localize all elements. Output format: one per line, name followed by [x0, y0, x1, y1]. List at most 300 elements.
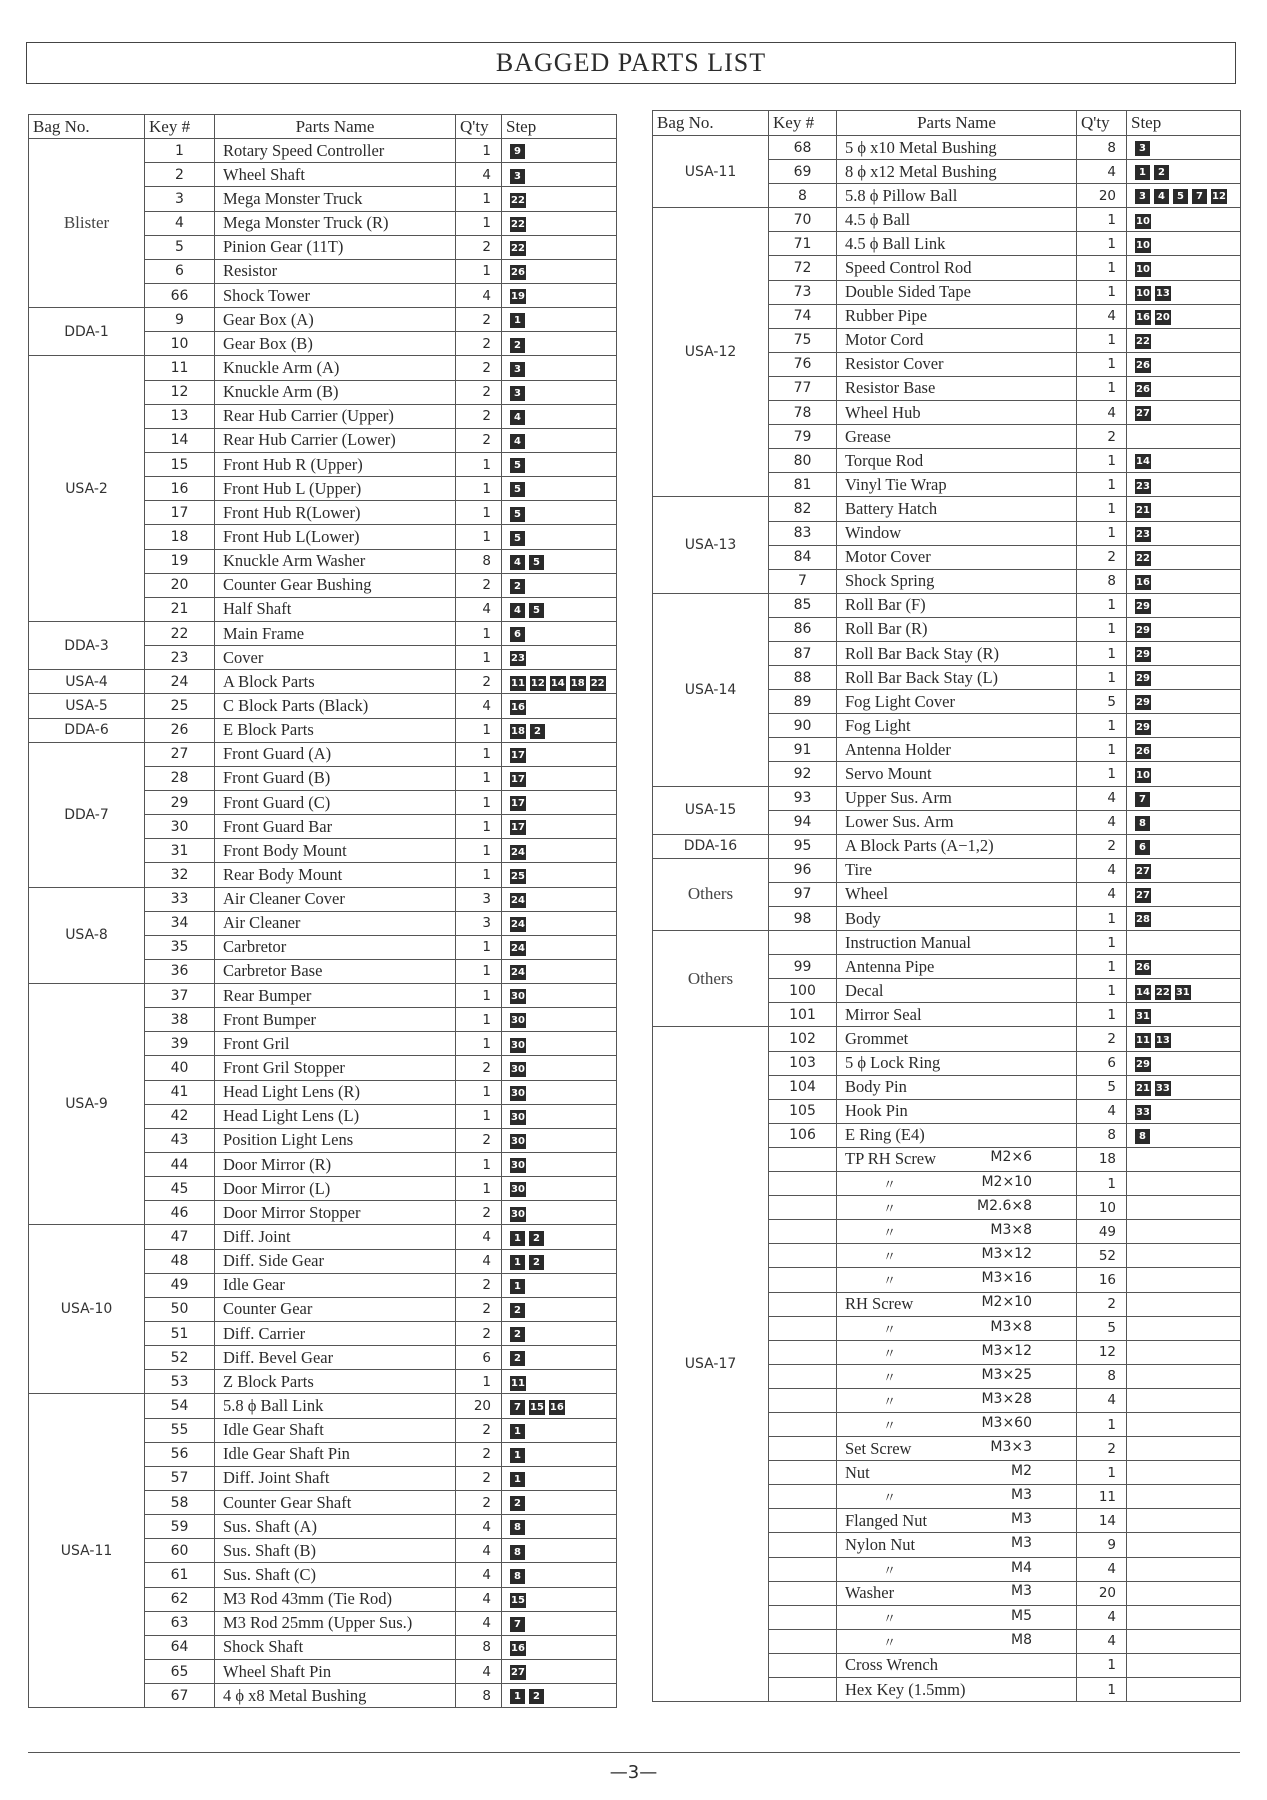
key-number: 91: [769, 738, 837, 762]
step-badge: 3: [510, 169, 525, 184]
part-name: M3 Rod 43mm (Tie Rod): [215, 1587, 456, 1611]
part-name: Rear Bumper: [215, 984, 456, 1008]
step-cell: [502, 139, 617, 163]
quantity: 11: [1077, 1485, 1127, 1509]
step-badge: 29: [1136, 697, 1150, 709]
part-name: [837, 762, 1077, 786]
key-number: 101: [769, 1003, 837, 1027]
key-number: [769, 1581, 837, 1605]
part-name: 4 ϕ x8 Metal Bushing: [215, 1684, 456, 1708]
part-name: [837, 1051, 1077, 1075]
part-size: M2: [1011, 1462, 1032, 1479]
part-name-wrap: [845, 1222, 1072, 1241]
key-number: 85: [769, 593, 837, 617]
part-name-text: Flanged Nut: [845, 1510, 928, 1530]
step-cell: [1127, 1099, 1241, 1123]
part-name-text: TP RH Screw: [845, 1149, 937, 1169]
table-row: [29, 308, 617, 332]
part-name-wrap: [845, 788, 1072, 808]
table-row: [29, 621, 617, 645]
step-badge: 4: [510, 434, 525, 449]
step-badge: 21: [1136, 1082, 1150, 1094]
step-badge: 10: [1136, 769, 1150, 781]
step-badge: 20: [1155, 311, 1170, 323]
step-cell: [502, 718, 617, 742]
step-badge: 5: [510, 482, 525, 497]
step-cell: [502, 694, 617, 718]
part-name-wrap: [845, 1680, 1072, 1700]
step-cell: [1127, 810, 1241, 834]
key-number: 1: [145, 139, 215, 163]
part-name: [837, 1581, 1077, 1605]
step-cell: [1127, 1340, 1241, 1364]
step-badge: 5: [510, 458, 525, 473]
step-badge: 30: [511, 1112, 525, 1124]
part-name-wrap: [845, 1053, 1072, 1073]
quantity: 4: [456, 1563, 502, 1587]
part-name-wrap: [845, 1511, 1072, 1531]
step-badge: 2: [510, 1351, 525, 1366]
step-badge: 23: [511, 653, 525, 665]
quantity: 4: [456, 1587, 502, 1611]
part-name-wrap: [845, 619, 1072, 639]
part-name: [837, 545, 1077, 569]
part-name-wrap: [845, 403, 1072, 423]
header-name: Parts Name: [215, 115, 456, 139]
part-name: Sus. Shaft (B): [215, 1539, 456, 1563]
quantity: 4: [1077, 401, 1127, 425]
part-name: Front Hub L(Lower): [215, 525, 456, 549]
header-qty: Q'ty: [1077, 111, 1127, 136]
step-cell: [502, 1346, 617, 1370]
part-name: [837, 136, 1077, 160]
step-cell: [502, 332, 617, 356]
header-step: Step: [1127, 111, 1241, 136]
step-cell: [1127, 208, 1241, 232]
step-badge: 5: [510, 507, 525, 522]
key-number: [769, 1678, 837, 1702]
step-cell: [502, 259, 617, 283]
part-name: Knuckle Arm (A): [215, 356, 456, 380]
step-badge: 3: [510, 386, 525, 401]
step-cell: [1127, 1485, 1241, 1509]
part-name-text: Set Screw: [845, 1438, 912, 1458]
step-cell: [502, 646, 617, 670]
key-number: 16: [145, 477, 215, 501]
key-number: 19: [145, 549, 215, 573]
parts-table-left: [28, 114, 617, 1708]
step-badge: 1: [510, 1424, 525, 1439]
step-badge: 26: [511, 267, 525, 279]
quantity: 2: [1077, 545, 1127, 569]
step-badge: 28: [1136, 914, 1150, 926]
part-name-text: Roll Bar (F): [845, 595, 926, 615]
bag-number: USA-4: [29, 670, 145, 694]
key-number: 80: [769, 449, 837, 473]
quantity: 1: [456, 501, 502, 525]
step-badge: 31: [1175, 986, 1190, 998]
key-number: 79: [769, 425, 837, 449]
part-name-wrap: [845, 981, 1072, 1001]
key-number: 45: [145, 1177, 215, 1201]
step-cell: [502, 887, 617, 911]
part-name: Diff. Bevel Gear: [215, 1346, 456, 1370]
step-badge: 23: [1136, 528, 1150, 540]
step-badge: 33: [1155, 1082, 1170, 1094]
step-cell: [502, 283, 617, 307]
part-name: Front Body Mount: [215, 839, 456, 863]
step-badge: 22: [1155, 986, 1170, 998]
key-number: 92: [769, 762, 837, 786]
step-cell: [502, 670, 617, 694]
header-qty: Q'ty: [456, 115, 502, 139]
step-cell: [502, 235, 617, 259]
part-name: [837, 882, 1077, 906]
step-cell: [502, 1684, 617, 1708]
part-size: M5: [1011, 1607, 1032, 1624]
quantity: 1: [456, 259, 502, 283]
key-number: 28: [145, 766, 215, 790]
key-number: 78: [769, 401, 837, 425]
bag-number: DDA-3: [29, 621, 145, 669]
part-name-text: Body Pin: [845, 1077, 907, 1097]
part-name: Carbretor Base: [215, 959, 456, 983]
step-cell: [502, 1297, 617, 1321]
step-badge: 18: [570, 677, 585, 689]
key-number: 74: [769, 304, 837, 328]
part-name: Carbretor: [215, 935, 456, 959]
part-name-text: A Block Parts (A−1,2): [845, 836, 994, 856]
part-name-text: Antenna Holder: [845, 739, 951, 759]
table-row: [29, 1394, 617, 1418]
step-badge: 5: [529, 603, 544, 618]
part-name-text: Mirror Seal: [845, 1004, 922, 1024]
part-name-wrap: [845, 812, 1072, 832]
part-name-text: 〃: [883, 1418, 897, 1434]
part-name-text: Fog Light: [845, 715, 911, 735]
part-name: [837, 160, 1077, 184]
step-cell: [502, 1563, 617, 1587]
part-name-wrap: [845, 740, 1072, 760]
part-name: [837, 834, 1077, 858]
step-cell: [502, 742, 617, 766]
step-cell: [502, 163, 617, 187]
quantity: 2: [456, 1201, 502, 1225]
key-number: 105: [769, 1099, 837, 1123]
quantity: 2: [456, 308, 502, 332]
quantity: 4: [456, 1515, 502, 1539]
key-number: [769, 931, 837, 955]
bag-number: USA-14: [653, 593, 769, 786]
key-number: 43: [145, 1128, 215, 1152]
step-cell: [502, 1273, 617, 1297]
key-number: 103: [769, 1051, 837, 1075]
step-badge: 22: [511, 218, 525, 230]
part-name: Air Cleaner: [215, 911, 456, 935]
part-size: M3×8: [990, 1222, 1032, 1239]
part-name-text: 8 ϕ x12 Metal Bushing: [845, 161, 997, 181]
key-number: 62: [145, 1587, 215, 1611]
step-badge: 21: [1136, 504, 1150, 516]
step-cell: [1127, 1605, 1241, 1629]
part-name-wrap: [845, 1343, 1072, 1362]
step-cell: [1127, 256, 1241, 280]
part-name-wrap: [845, 427, 1072, 447]
part-name: Wheel Shaft: [215, 163, 456, 187]
quantity: 4: [1077, 1629, 1127, 1653]
quantity: 2: [456, 1442, 502, 1466]
part-name-text: 5 ϕ x10 Metal Bushing: [845, 137, 997, 157]
step-badge: 2: [510, 1303, 525, 1318]
key-number: 9: [145, 308, 215, 332]
step-cell: [502, 1322, 617, 1346]
quantity: 1: [456, 984, 502, 1008]
parts-table-right: [652, 110, 1241, 1702]
step-badge: 1: [510, 1472, 525, 1487]
step-cell: [502, 1032, 617, 1056]
part-size: M8: [1011, 1631, 1032, 1648]
part-name-wrap: [845, 282, 1072, 302]
parts-table-right-body: [653, 136, 1241, 1702]
quantity: 1: [456, 935, 502, 959]
step-badge: 16: [1136, 311, 1150, 323]
key-number: 37: [145, 984, 215, 1008]
key-number: 24: [145, 670, 215, 694]
step-cell: [1127, 1196, 1241, 1220]
page-number: —3—: [609, 1762, 658, 1783]
step-badge: 2: [510, 1496, 525, 1511]
step-cell: [1127, 1003, 1241, 1027]
part-name: [837, 931, 1077, 955]
key-number: 68: [769, 136, 837, 160]
step-cell: [1127, 738, 1241, 762]
quantity: 1: [1077, 497, 1127, 521]
part-name-text: Wheel Hub: [845, 402, 921, 422]
part-name: [837, 1605, 1077, 1629]
quantity: 1: [456, 790, 502, 814]
part-name-wrap: [845, 523, 1072, 543]
quantity: 1: [1077, 979, 1127, 1003]
quantity: 1: [456, 621, 502, 645]
step-badge: 24: [511, 943, 525, 955]
quantity: 4: [456, 283, 502, 307]
step-badge: 7: [1192, 189, 1207, 204]
part-name: Diff. Joint: [215, 1225, 456, 1249]
step-badge: 22: [511, 194, 525, 206]
part-name-wrap: [845, 884, 1072, 904]
part-name-text: Roll Bar Back Stay (L): [845, 667, 999, 687]
quantity: 49: [1077, 1220, 1127, 1244]
step-cell: [502, 1056, 617, 1080]
step-cell: [502, 1008, 617, 1032]
step-badge: 15: [530, 1401, 544, 1413]
key-number: 49: [145, 1273, 215, 1297]
step-cell: [502, 380, 617, 404]
step-badge: 2: [529, 1255, 544, 1270]
key-number: 59: [145, 1515, 215, 1539]
part-name: [837, 1244, 1077, 1268]
quantity: 1: [456, 959, 502, 983]
quantity: 1: [456, 1177, 502, 1201]
step-badge: 1: [510, 1279, 525, 1294]
part-name-text: Nylon Nut: [845, 1534, 916, 1554]
part-name: Gear Box (B): [215, 332, 456, 356]
quantity: 4: [1077, 1557, 1127, 1581]
step-cell: [1127, 1172, 1241, 1196]
key-number: 82: [769, 497, 837, 521]
table-row: [29, 984, 617, 1008]
step-cell: [1127, 931, 1241, 955]
part-name-text: Window: [845, 523, 902, 543]
bag-number: DDA-6: [29, 718, 145, 742]
key-number: 54: [145, 1394, 215, 1418]
part-name-text: 5 ϕ Lock Ring: [845, 1053, 941, 1073]
bag-number: Others: [653, 858, 769, 930]
part-size: M2×10: [981, 1294, 1032, 1311]
step-cell: [1127, 858, 1241, 882]
quantity: 1: [1077, 208, 1127, 232]
part-name-text: Roll Bar (R): [845, 619, 928, 639]
part-name: Knuckle Arm (B): [215, 380, 456, 404]
part-name: [837, 1316, 1077, 1340]
step-badge: 30: [511, 1208, 525, 1220]
part-name-text: Vinyl Tie Wrap: [845, 474, 947, 494]
part-name: Rotary Speed Controller: [215, 139, 456, 163]
quantity: 1: [1077, 617, 1127, 641]
step-badge: 7: [510, 1400, 525, 1415]
step-cell: [502, 1442, 617, 1466]
step-cell: [1127, 1316, 1241, 1340]
part-name-wrap: [845, 1608, 1072, 1627]
key-number: [769, 1388, 837, 1412]
part-name: [837, 1509, 1077, 1533]
step-badge: 22: [1136, 552, 1150, 564]
part-name-text: Hex Key (1.5mm): [845, 1679, 966, 1699]
quantity: 18: [1077, 1147, 1127, 1171]
part-name-wrap: [845, 330, 1072, 350]
step-badge: 27: [1136, 408, 1150, 420]
step-cell: [1127, 136, 1241, 160]
key-number: [769, 1653, 837, 1677]
step-badge: 14: [1136, 986, 1150, 998]
part-name-text: Servo Mount: [845, 763, 932, 783]
part-size: M2×6: [990, 1149, 1032, 1166]
step-cell: [1127, 690, 1241, 714]
part-name: Idle Gear Shaft Pin: [215, 1442, 456, 1466]
part-name: Diff. Joint Shaft: [215, 1466, 456, 1490]
key-number: 94: [769, 810, 837, 834]
part-name: Rear Body Mount: [215, 863, 456, 887]
part-name: [837, 497, 1077, 521]
key-number: 63: [145, 1611, 215, 1635]
quantity: 2: [1077, 1027, 1127, 1051]
step-badge: 24: [511, 967, 525, 979]
quantity: 1: [1077, 1412, 1127, 1436]
part-name: [837, 1147, 1077, 1171]
quantity: 1: [1077, 1461, 1127, 1485]
step-cell: [1127, 786, 1241, 810]
part-name: Mega Monster Truck (R): [215, 211, 456, 235]
key-number: 20: [145, 573, 215, 597]
step-badge: 11: [1136, 1034, 1150, 1046]
part-name: Air Cleaner Cover: [215, 887, 456, 911]
quantity: 1: [1077, 738, 1127, 762]
step-badge: 4: [510, 410, 525, 425]
table-row: [29, 694, 617, 718]
key-number: 39: [145, 1032, 215, 1056]
quantity: 1: [456, 211, 502, 235]
key-number: 22: [145, 621, 215, 645]
header-name: Parts Name: [837, 111, 1077, 136]
key-number: 31: [145, 839, 215, 863]
step-cell: [1127, 1437, 1241, 1461]
part-name-wrap: [845, 1125, 1072, 1145]
part-name-wrap: [845, 354, 1072, 374]
step-cell: [502, 211, 617, 235]
part-name-text: 〃: [883, 1393, 897, 1409]
step-cell: [1127, 1461, 1241, 1485]
quantity: 4: [1077, 858, 1127, 882]
key-number: 86: [769, 617, 837, 641]
part-name: M3 Rod 25mm (Upper Sus.): [215, 1611, 456, 1635]
step-cell: [1127, 907, 1241, 931]
part-name: [837, 256, 1077, 280]
table-header-row: [29, 115, 617, 139]
part-size: M3×60: [981, 1415, 1032, 1432]
part-name: Diff. Side Gear: [215, 1249, 456, 1273]
part-name: [837, 1412, 1077, 1436]
step-cell: [502, 1418, 617, 1442]
part-name: Door Mirror (L): [215, 1177, 456, 1201]
quantity: 1: [1077, 666, 1127, 690]
part-name: [837, 473, 1077, 497]
bag-number: USA-15: [653, 786, 769, 834]
part-name: Front Gril Stopper: [215, 1056, 456, 1080]
part-name: Front Gril: [215, 1032, 456, 1056]
part-name-text: 〃: [883, 1562, 897, 1578]
part-name: Front Guard (C): [215, 790, 456, 814]
part-name-text: 4.5 ϕ Ball Link: [845, 233, 946, 253]
part-name-wrap: [845, 860, 1072, 880]
step-badge: 9: [510, 144, 525, 159]
quantity: 1: [1077, 1653, 1127, 1677]
part-name: Half Shaft: [215, 597, 456, 621]
step-badge: 4: [510, 555, 525, 570]
quantity: 1: [1077, 641, 1127, 665]
part-name-wrap: [845, 1415, 1072, 1434]
step-badge: 10: [1136, 215, 1150, 227]
key-number: 25: [145, 694, 215, 718]
part-name-text: 〃: [883, 1634, 897, 1650]
step-cell: [502, 1394, 617, 1418]
key-number: [769, 1316, 837, 1340]
step-badge: 2: [529, 1689, 544, 1704]
step-cell: [1127, 1533, 1241, 1557]
part-size: M3×25: [981, 1366, 1032, 1383]
part-name-text: Wheel: [845, 884, 889, 904]
part-name: [837, 521, 1077, 545]
quantity: 2: [456, 235, 502, 259]
key-number: 35: [145, 935, 215, 959]
quantity: 1: [1077, 328, 1127, 352]
step-badge: 13: [1155, 287, 1170, 299]
step-cell: [502, 1466, 617, 1490]
quantity: 2: [456, 670, 502, 694]
step-cell: [502, 525, 617, 549]
quantity: 12: [1077, 1340, 1127, 1364]
key-number: 7: [769, 569, 837, 593]
quantity: 2: [456, 1056, 502, 1080]
